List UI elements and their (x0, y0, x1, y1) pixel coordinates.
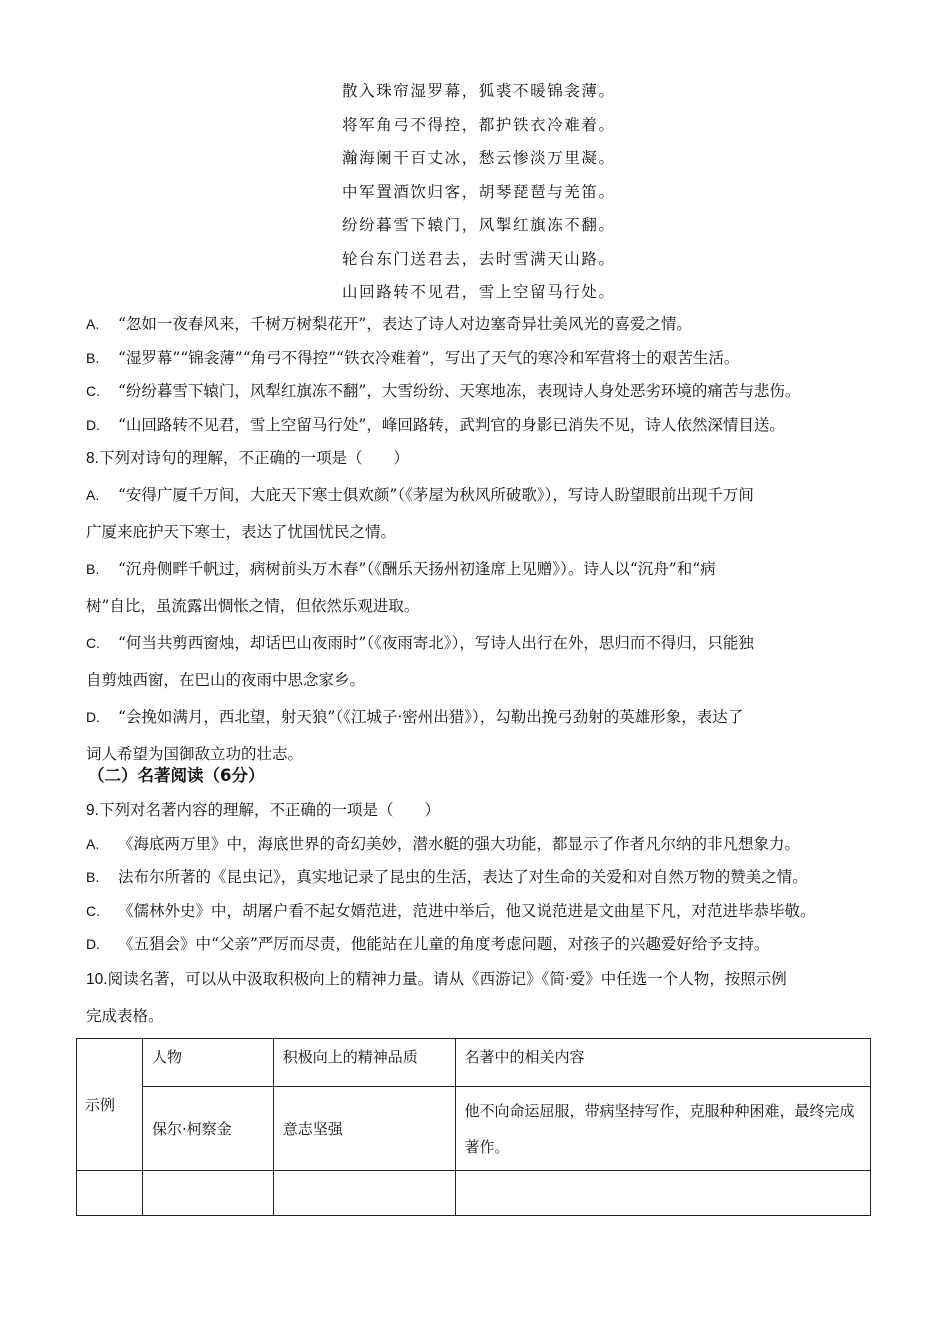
header-cell: 积极向上的精神品质 (273, 1039, 455, 1087)
q7-option-d: D. “山回路转不见君，雪上空留马行处”，峰回路转，武判官的身影已消失不见，诗人依然深情目送。 (86, 415, 785, 434)
blank-cell[interactable] (77, 1171, 143, 1216)
poem-block (342, 78, 642, 313)
q8-option-a-cont: 广厦来庇护天下寒士，表达了忧国忧民之情。 (86, 523, 397, 541)
example-content-cell: 他不向命运屈服，带病坚持写作，克服种种困难，最终完成著作。 (455, 1087, 870, 1171)
q9-option-d: D. 《五猖会》中“父亲”严厉而尽责，他能站在儿童的角度考虑问题，对孩子的兴趣爱好给予支持。 (86, 935, 770, 953)
header-cell: 名著中的相关内容 (455, 1039, 870, 1087)
section-title: （二）名著阅读（6分） (88, 766, 265, 785)
q8-option-d: D. “会挽如满月，西北望，射天狼”（《江城子·密州出猎》），勾勒出挽弓劲射的英雄形象，表达了 (86, 708, 744, 726)
q10-stem-cont: 完成表格。 (86, 1007, 164, 1025)
example-quality-cell: 意志坚强 (273, 1087, 455, 1171)
q8-option-b-cont: 树”自比，虽流露出惆怅之情，但依然乐观进取。 (86, 597, 420, 615)
q7-option-b: B. “湿罗幕”“锦衾薄”“角弓不得控”“铁衣冷难着”，写出了天气的寒冷和军营将士的艰苦生活。 (86, 348, 740, 367)
answer-person-cell[interactable] (142, 1171, 273, 1216)
header-cell: 人物 (142, 1039, 273, 1087)
q9-q10-block (86, 798, 876, 1041)
q9-option-c: C. 《儒林外史》中，胡屠户看不起女婿范进，范进中举后，他又说范进是文曲星下凡，对范进毕恭毕敬。 (86, 901, 816, 920)
q9-option-b: B. 法布尔所著的《昆虫记》，真实地记录了昆虫的生活，表达了对生命的关爱和对自然万物的赞美之情。 (86, 868, 808, 886)
q10-stem: 10.阅读名著，可以从中汲取积极向上的精神力量。请从《西游记》《简·爱》中任选一个人物，按照示例 (86, 970, 787, 988)
example-label-cell (77, 1039, 143, 1171)
poem-line: 山回路转不见君，雪上空留马行处。 (342, 283, 616, 301)
poem-line: 纷纷暮雪下辕门，风掣红旗冻不翻。 (342, 216, 616, 234)
q7-option-c: C. “纷纷暮雪下辕门，风犁红旗冻不翻”，大雪纷纷、天寒地冻，表现诗人身处恶劣环境的痛苦与悲伤。 (86, 382, 801, 400)
example-person-cell: 保尔·柯察金 (142, 1087, 273, 1171)
q9-stem: 9.下列对名著内容的理解，不正确的一项是（ ） (86, 801, 440, 819)
poem-line: 轮台东门送君去，去时雪满天山路。 (342, 249, 616, 268)
example-label: 示例 (85, 1096, 116, 1114)
poem-line: 散入珠帘湿罗幕，狐裘不暖锦衾薄。 (342, 82, 616, 100)
q7-q8-block (86, 312, 876, 779)
answer-quality-cell[interactable] (273, 1171, 455, 1216)
poem-line: 中军置酒饮归客，胡琴琵琶与羌笛。 (342, 182, 616, 201)
q8-option-b: B. “沉舟侧畔千帆过，病树前头万木春”（《酬乐天扬州初逢席上见赠》）。诗人以“沉舟”和“病 (86, 560, 716, 578)
poem-line: 瀚海阑干百丈冰，愁云惨淡万里凝。 (342, 149, 616, 167)
q8-stem: 8.下列对诗句的理解，不正确的一项是（ ） (86, 449, 409, 467)
q8-option-d-cont: 词人希望为国御敌立功的壮志。 (86, 745, 304, 763)
answer-content-cell[interactable] (455, 1171, 870, 1216)
answer-table (76, 1038, 871, 1216)
q8-option-c-cont: 自剪烛西窗，在巴山的夜雨中思念家乡。 (86, 671, 366, 689)
poem-line: 将军角弓不得控，都护铁衣冷难着。 (342, 115, 616, 134)
q8-option-c: C. “何当共剪西窗烛，却话巴山夜雨时”（《夜雨寄北》），写诗人出行在外，思归而不得归，只能独 (86, 634, 754, 652)
q9-option-a: A. 《海底两万里》中，海底世界的奇幻美妙，潜水艇的强大功能，都显示了作者凡尔纳的非凡想象力。 (86, 834, 801, 853)
q7-option-a: A. “忽如一夜春风来，千树万树梨花开”，表达了诗人对边塞奇异壮美风光的喜爱之情。 (86, 315, 692, 333)
q8-option-a: A. “安得广厦千万间，大庇天下寒士俱欢颜”（《茅屋为秋风所破歌》），写诗人盼望眼前出现千万间 (86, 486, 754, 504)
